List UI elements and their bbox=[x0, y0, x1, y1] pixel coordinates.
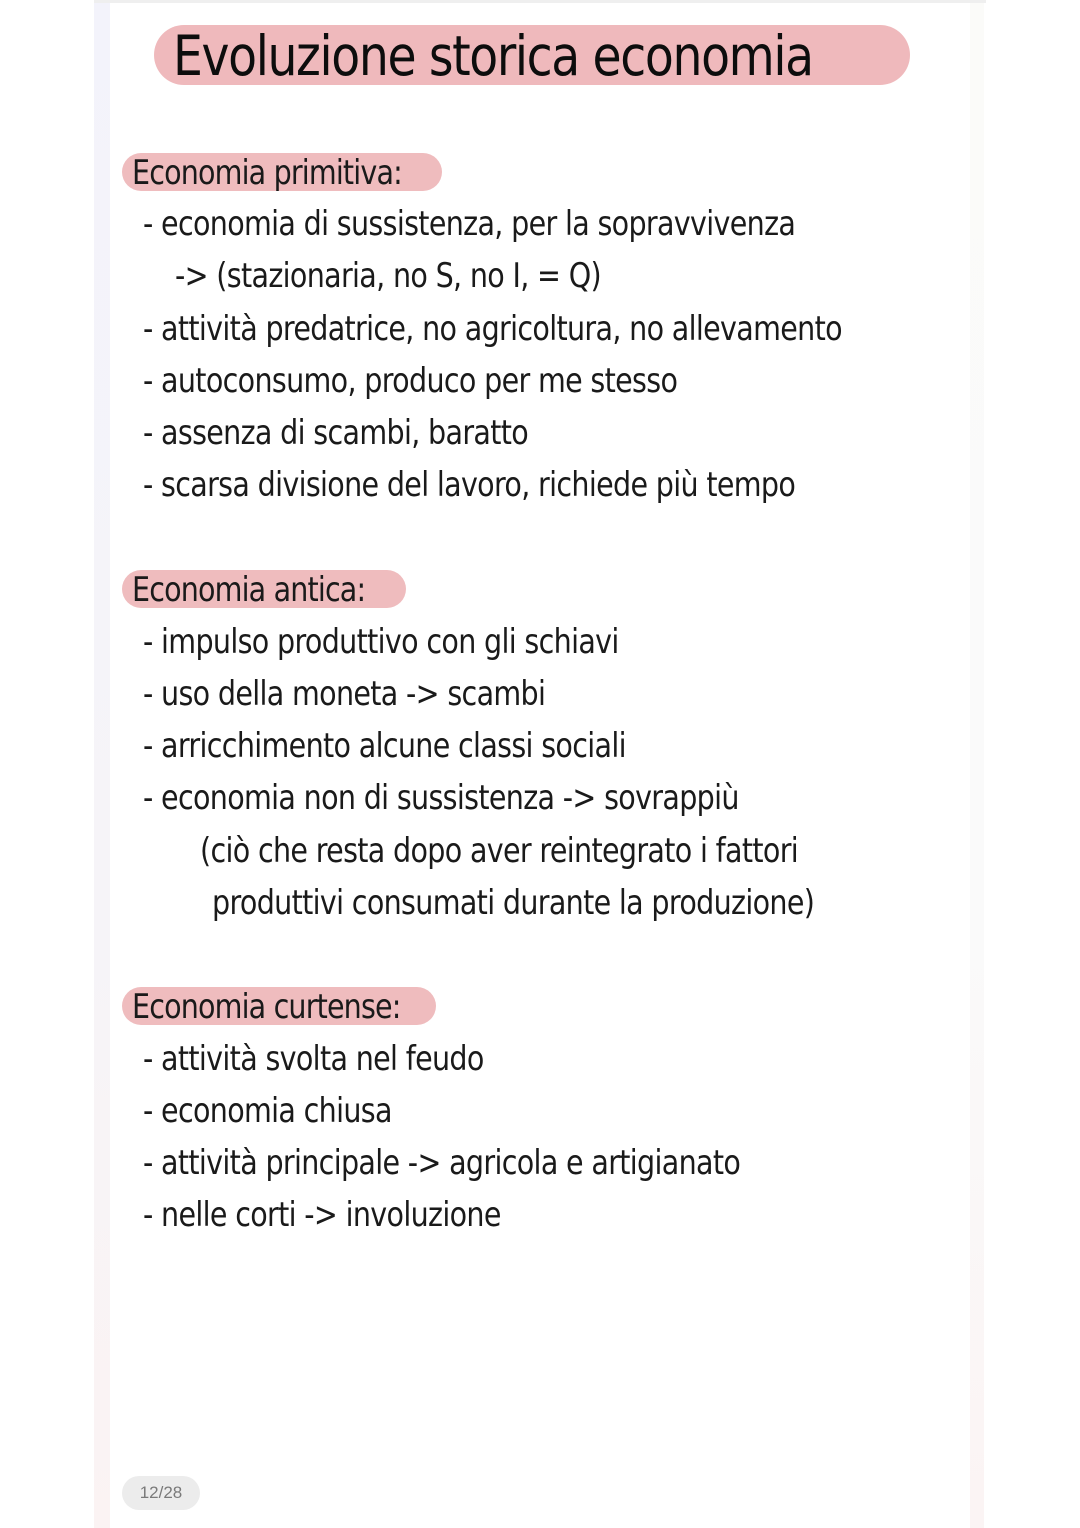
list-item: - economia chiusa bbox=[143, 1091, 392, 1131]
list-item: - arricchimento alcune classi sociali bbox=[143, 726, 626, 766]
section-heading: Economia curtense: bbox=[132, 987, 401, 1027]
list-item: produttivi consumati durante la produzione) bbox=[212, 883, 815, 923]
page-edge-left bbox=[94, 3, 110, 1528]
list-item: - assenza di scambi, baratto bbox=[143, 413, 529, 453]
list-item: - nelle corti -> involuzione bbox=[143, 1195, 501, 1235]
list-item: (ciò che resta dopo aver reintegrato i fattori bbox=[200, 831, 799, 871]
list-item: - impulso produttivo con gli schiavi bbox=[143, 622, 619, 662]
section-heading: Economia primitiva: bbox=[132, 153, 402, 193]
list-item: - attività principale -> agricola e artigianato bbox=[143, 1143, 741, 1183]
page-indicator: 12/28 bbox=[122, 1476, 200, 1510]
list-item: - scarsa divisione del lavoro, richiede più tempo bbox=[143, 465, 796, 505]
list-item: - economia di sussistenza, per la sopravvivenza bbox=[143, 204, 796, 244]
list-item: - attività svolta nel feudo bbox=[143, 1039, 484, 1079]
list-item: - economia non di sussistenza -> sovrappiù bbox=[143, 778, 739, 818]
list-item: - attività predatrice, no agricoltura, no allevamento bbox=[143, 309, 842, 349]
page-title: Evoluzione storica economia bbox=[173, 24, 813, 88]
list-item: -> (stazionaria, no S, no I, = Q) bbox=[175, 256, 602, 296]
list-item: - autoconsumo, produco per me stesso bbox=[143, 361, 678, 401]
page-edge-right bbox=[970, 3, 984, 1528]
section-heading: Economia antica: bbox=[132, 570, 366, 610]
list-item: - uso della moneta -> scambi bbox=[143, 674, 546, 714]
